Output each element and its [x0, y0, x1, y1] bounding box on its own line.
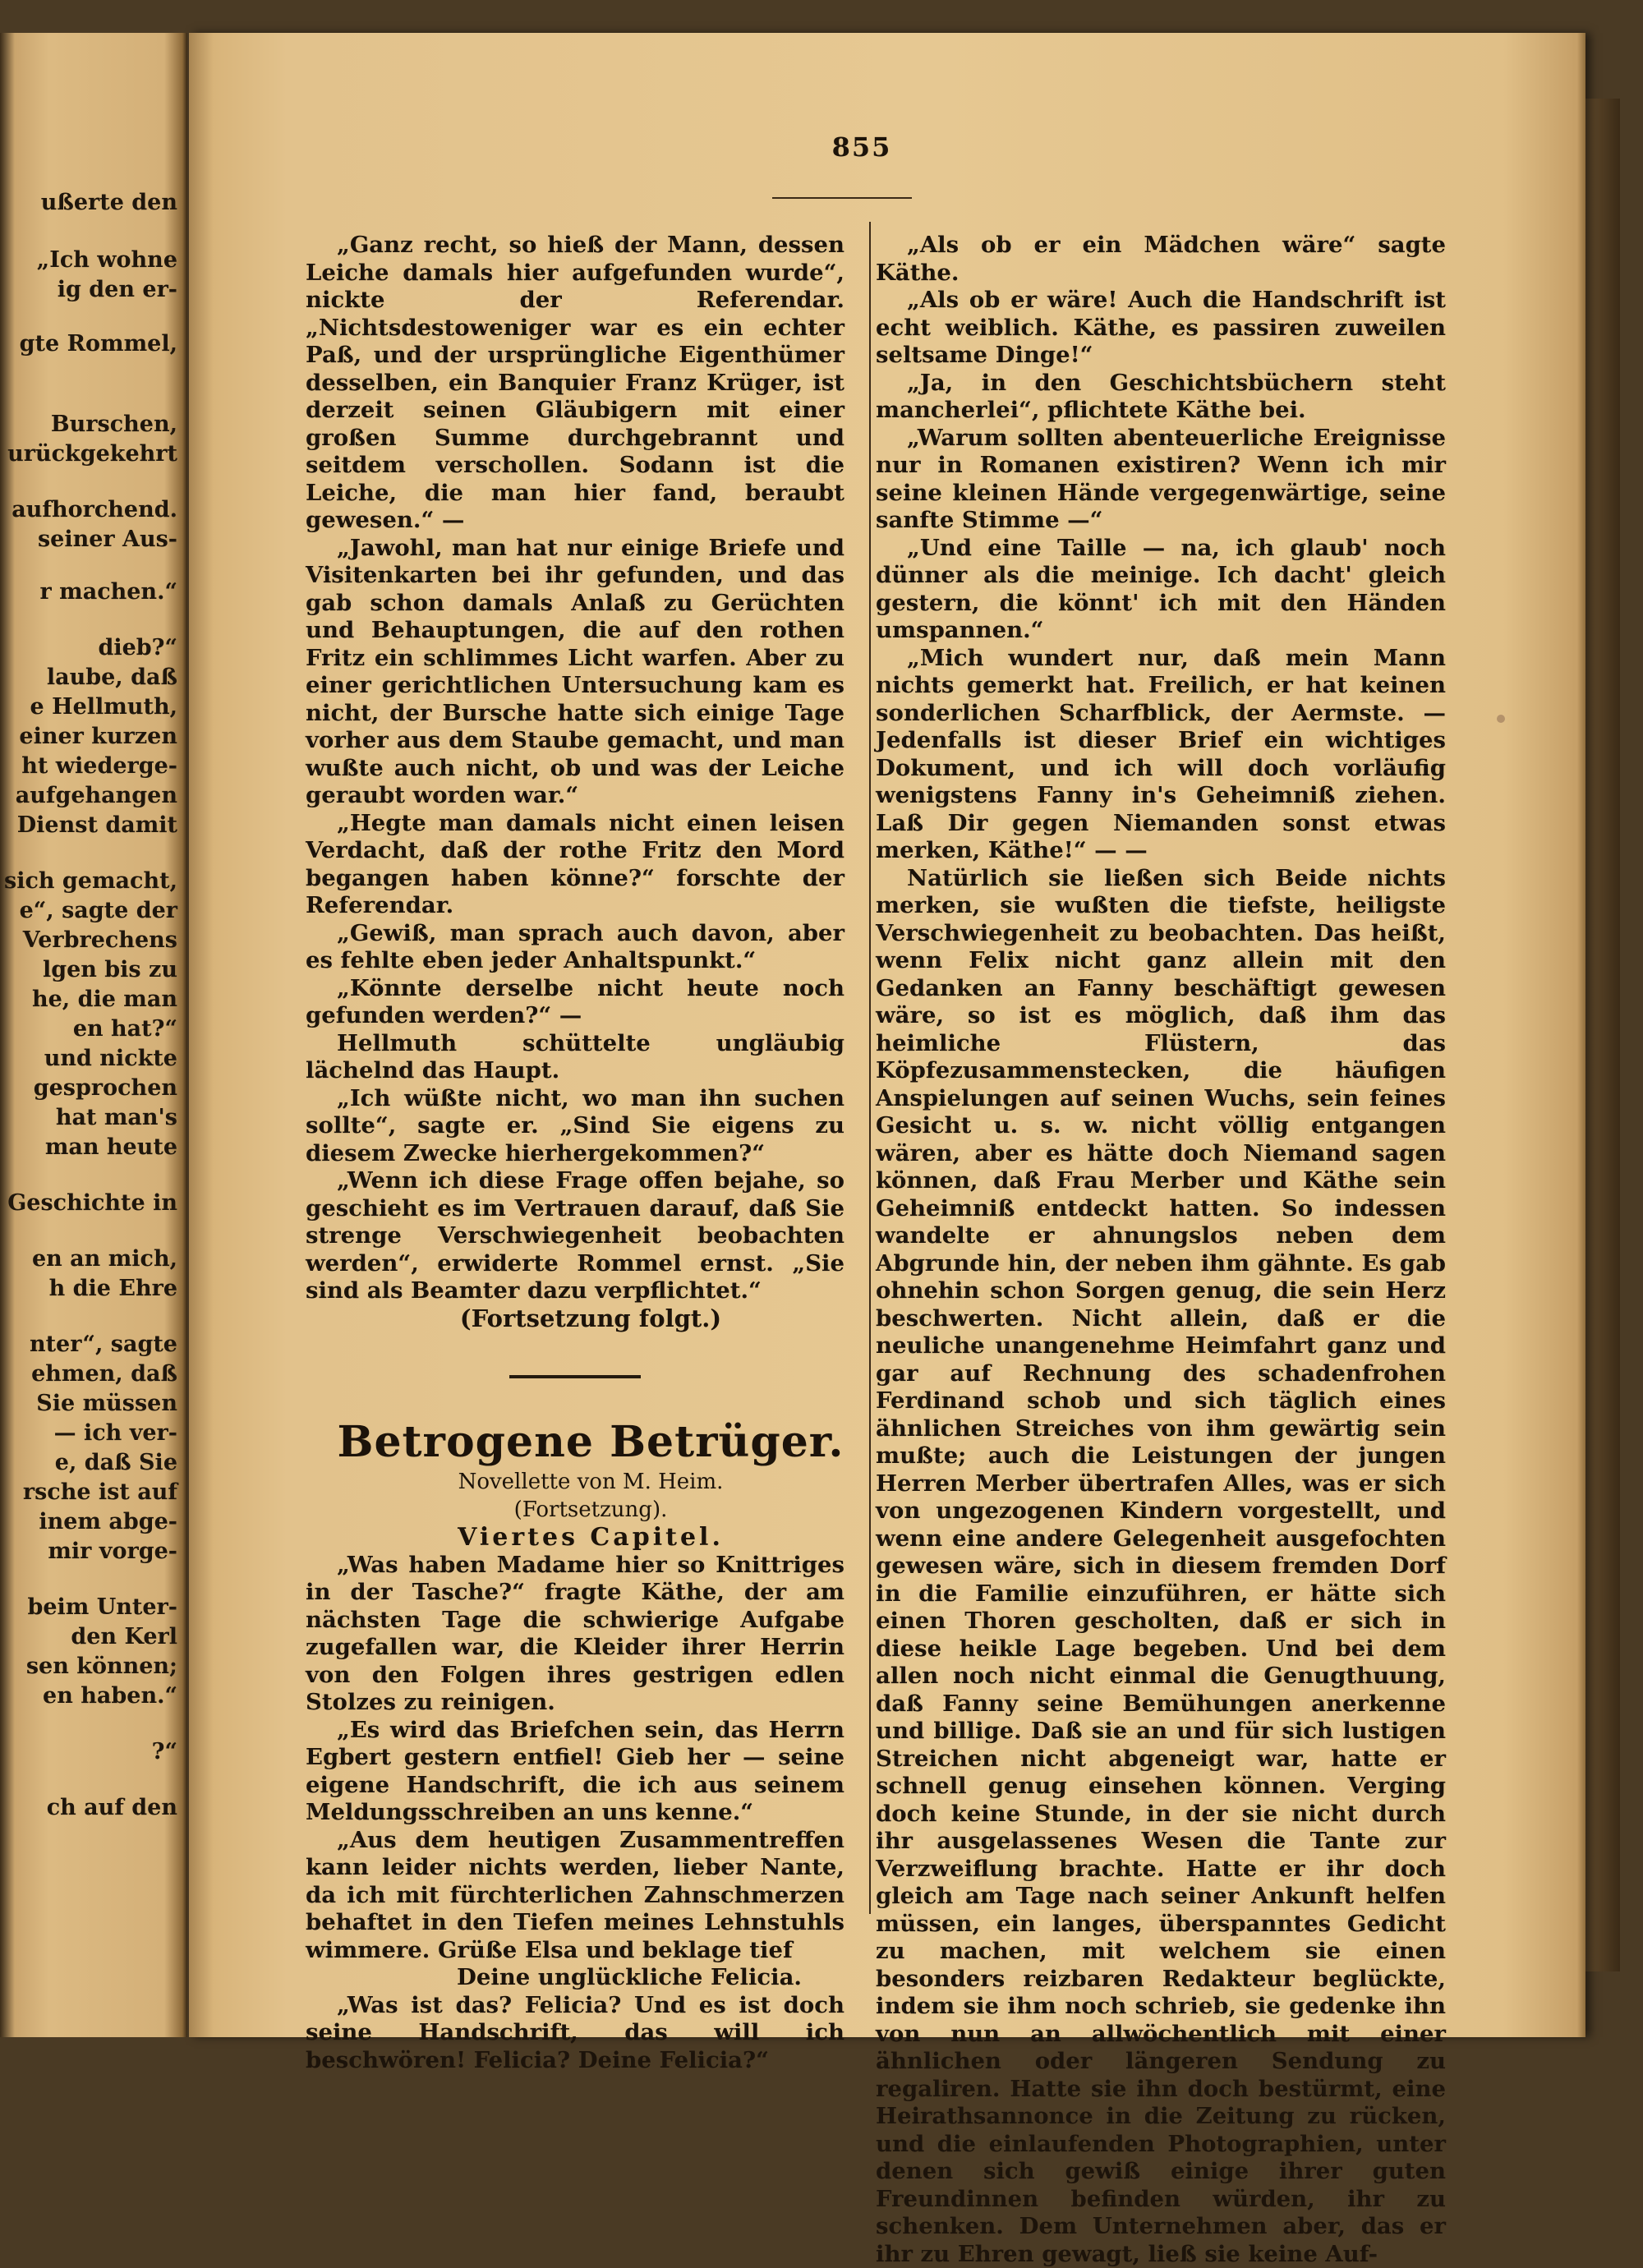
margin-fragment: „Ich wohne [0, 246, 177, 274]
margin-fragment: sich gemacht, [0, 867, 177, 895]
margin-fragment: Geschichte in [0, 1189, 177, 1217]
margin-fragment: ch auf den [0, 1794, 177, 1822]
page-number: 855 [825, 131, 899, 163]
margin-fragment: r machen.“ [0, 578, 177, 606]
margin-fragment: den Kerl [0, 1623, 177, 1651]
margin-fragment: seiner Aus- [0, 526, 177, 554]
margin-fragment: mir vorge- [0, 1538, 177, 1566]
margin-fragment: en haben.“ [0, 1682, 177, 1710]
margin-fragment: einer kurzen [0, 723, 177, 751]
margin-fragment: sen können; [0, 1653, 177, 1681]
margin-fragment: ?“ [0, 1738, 177, 1766]
paragraph: „Als ob er ein Mädchen wäre“ sagte Käthe. [876, 232, 1446, 287]
paragraph: „Als ob er wäre! Auch die Handschrift ist echt weiblich. Käthe, es passiren zuweilen seltsame Dinge!“ [876, 287, 1446, 370]
margin-fragment: gte Rommel, [0, 330, 177, 358]
chapter-heading: Viertes Capitel. [306, 1524, 845, 1552]
margin-fragment: h die Ehre [0, 1275, 177, 1303]
margin-fragment: man heute [0, 1134, 177, 1162]
header-rule [772, 197, 912, 199]
margin-fragment: beim Unter- [0, 1594, 177, 1622]
right-column [876, 232, 1446, 2268]
paragraph: „Und eine Taille — na, ich glaub' noch dünner als die meinige. Ich dacht' gleich gestern, die könnt' ich mit den Händen umspannen.“ [876, 535, 1446, 645]
margin-fragment: aufgehangen [0, 782, 177, 810]
paragraph: „Gewiß, man sprach auch davon, aber es fehlte eben jeder Anhaltspunkt.“ [306, 920, 845, 975]
margin-fragment: e Hellmuth, [0, 693, 177, 721]
margin-fragment: hat man's [0, 1104, 177, 1132]
paragraph: „Aus dem heutigen Zusammentreffen kann leider nichts werden, lieber Nante, da ich mit fürchterlichen Zahnschmerzen behaftet in den Tiefen meines Lehnstuhls wimmere. Grüße Elsa und beklage tief [306, 1827, 845, 1965]
byline: Novellette von M. Heim. [306, 1469, 845, 1497]
margin-fragment: Sie müssen [0, 1390, 177, 1418]
paragraph: „Ganz recht, so hieß der Mann, dessen Leiche damals hier aufgefunden wurde“, nickte der Referendar. „Nichtsdestoweniger war es ein echter Paß, und der ursprüngliche Eigenthümer desselben, ein Banquier Franz Krüger, ist derzeit seinen Gläubigern mit einer großen Summe durchgebrannt und seitdem verschollen. Sodann ist die Leiche, die man hier fand, beraubt gewesen.“ — [306, 232, 845, 535]
margin-fragment: laube, daß [0, 664, 177, 692]
paragraph: „Es wird das Briefchen sein, das Herrn Egbert gestern entfiel! Gieb her — seine eigene Handschrift, die ich aus seinem Meldungsschreiben an uns kenne.“ [306, 1717, 845, 1827]
paragraph: „Was haben Madame hier so Knittriges in der Tasche?“ fragte Käthe, der am nächsten Tage die schwierige Aufgabe zugefallen war, die Kleider ihrer Herrin von den Folgen ihres gestrigen edlen Stolzes zu reinigen. [306, 1552, 845, 1717]
margin-fragment: rsche ist auf [0, 1479, 177, 1507]
margin-fragment: he, die man [0, 986, 177, 1014]
margin-fragment: aufhorchend. [0, 496, 177, 524]
margin-fragment: gesprochen [0, 1074, 177, 1102]
margin-fragment: ig den er- [0, 276, 177, 304]
paragraph: „Was ist das? Felicia? Und es ist doch seine Handschrift, das will ich beschwören! Felicia? Deine Felicia?“ [306, 1992, 845, 2075]
paragraph: „Könnte derselbe nicht heute noch gefunden werden?“ — [306, 975, 845, 1030]
paragraph: Natürlich sie ließen sich Beide nichts merken, sie wußten die tiefste, heiligste Verschwiegenheit zu beobachten. Das heißt, wenn Felix nicht ganz allein mit den Gedanken an Fanny beschäftigt gewesen wäre, so ist es möglich, daß ihm das heimliche Flüstern, das Köpfezusammenstecken, die häufigen Anspielungen auf seinen Wuchs, sein feines Gesicht u. s. w. nicht völlig entgangen wären, aber es hätte doch Niemand sagen können, daß Frau Merber und Käthe sein Geheimniß entdeckt hatten. So indessen wandelte er ahnungslos neben dem Abgrunde hin, der neben ihm gähnte. Es gab ohnehin schon Sorgen genug, die sein Herz beschwerten. Nicht allein, daß er die neuliche unangenehme Heimfahrt ganz und gar auf Rechnung des schadenfrohen Ferdinand schob und sich täglich eines ähnlichen Streiches von ihm gewärtig sein mußte; auch die Leistungen der jungen Herren Merber übertrafen Alles, was er sich von ungezogenen Kindern vorgestellt, und wenn eine andere Gelegenheit ausgefochten gewesen wäre, sich in diesem fremden Dorf in die Familie einzuführen, er hätte sich einen Thoren gescholten, daß er sich in diese heikle Lage begeben. Und bei dem allen noch nicht einmal die Genugthuung, daß Fanny seine Bemühungen anerkenne und billige. Daß sie an und für sich lustigen Streichen nicht abgeneigt war, hatte er schnell genug einsehen können. Verging doch keine Stunde, in der sie nicht durch ihr ausgelassenes Wesen die Tante zur Verzweiflung brachte. Hatte er ihr doch gleich am Tage nach seiner Ankunft helfen müssen, ein langes, überspanntes Gedicht zu machen, mit welchem sie einen besonders reizbaren Redakteur beglückte, indem sie ihm noch schrieb, sie gedenke ihn von nun an allwöchentlich mit einer ähnlichen oder längeren Sendung zu regaliren. Hatte sie ihn doch bestürmt, eine Heirathsannonce in die Zeitung zu rücken, und die einlaufenden Photographien, unter denen sich gewiß einige ihrer guten Freundinnen befinden würden, ihr zu schenken. Dem Unternehmen aber, das er ihr zu Ehren gewagt, ließ sie keine Auf- [876, 865, 1446, 2268]
margin-fragment: Verbrechens [0, 927, 177, 955]
paragraph: „Ja, in den Geschichtsbüchern steht mancherlei“, pflichtete Käthe bei. [876, 370, 1446, 425]
continuation-note: (Fortsetzung). [306, 1497, 845, 1525]
paragraph: „Mich wundert nur, daß mein Mann nichts gemerkt hat. Freilich, er hat keinen sonderlichen Scharfblick, der Aermste. — Jedenfalls ist dieser Brief ein wichtiges Dokument, und ich will doch vorläufig wenigstens Fanny in's Geheimniß ziehen. Laß Dir gegen Niemanden sonst etwas merken, Käthe!“ — — [876, 645, 1446, 865]
column-divider [869, 222, 871, 1914]
paragraph: „Hegte man damals nicht einen leisen Verdacht, daß der rothe Fritz den Mord begangen haben könne?“ forschte der Referendar. [306, 810, 845, 920]
paragraph: Hellmuth schüttelte ungläubig lächelnd das Haupt. [306, 1030, 845, 1085]
margin-fragment: Dienst damit [0, 812, 177, 840]
margin-fragment: urückgekehrt [0, 440, 177, 468]
margin-fragment: e“, sagte der [0, 897, 177, 925]
margin-fragment: en hat?“ [0, 1015, 177, 1043]
paragraph: „Warum sollten abenteuerliche Ereignisse nur in Romanen existiren? Wenn ich mir seine kleinen Hände vergegenwärtige, seine sanfte Stimme —“ [876, 425, 1446, 535]
left-column [306, 232, 845, 2074]
margin-fragment: inem abge- [0, 1508, 177, 1536]
margin-fragment: — ich ver- [0, 1419, 177, 1447]
paragraph: „Ich wüßte nicht, wo man ihn suchen sollte“, sagte er. „Sind Sie eigens zu diesem Zwecke hierhergekommen?“ [306, 1085, 845, 1168]
margin-fragment: dieb?“ [0, 634, 177, 662]
left-page-edge [0, 33, 187, 2037]
letter-signature: Deine unglückliche Felicia. [306, 1964, 845, 1992]
paragraph: „Jawohl, man hat nur einige Briefe und Visitenkarten bei ihr gefunden, und das gab schon damals Anlaß zu Gerüchten und Behauptungen, die auf den rothen Fritz ein schlimmes Licht warfen. Aber zu einer gerichtlichen Untersuchung kam es nicht, der Bursche hatte sich einige Tage vorher aus dem Staube gemacht, und man wußte auch nicht, ob und was der Leiche geraubt worden war.“ [306, 535, 845, 810]
margin-fragment: ht wiederge- [0, 752, 177, 780]
paper-stain [1497, 715, 1505, 723]
margin-fragment: ehmen, daß [0, 1360, 177, 1388]
story-title: Betrogene Betrüger. [306, 1416, 845, 1469]
continued-note: (Fortsetzung folgt.) [306, 1305, 845, 1333]
margin-fragment: ußerte den [0, 189, 177, 217]
margin-fragment: en an mich, [0, 1245, 177, 1273]
margin-fragment: Burschen, [0, 411, 177, 439]
margin-fragment: nter“, sagte [0, 1331, 177, 1359]
section-separator [509, 1375, 641, 1378]
margin-fragment: lgen bis zu [0, 956, 177, 984]
margin-fragment: e, daß Sie [0, 1449, 177, 1477]
paragraph: „Wenn ich diese Frage offen bejahe, so geschieht es im Vertrauen darauf, daß Sie strenge Verschwiegenheit beobachten werden“, erwiderte Rommel ernst. „Sie sind als Beamter dazu verpflichtet.“ [306, 1167, 845, 1305]
margin-fragment: und nickte [0, 1045, 177, 1073]
